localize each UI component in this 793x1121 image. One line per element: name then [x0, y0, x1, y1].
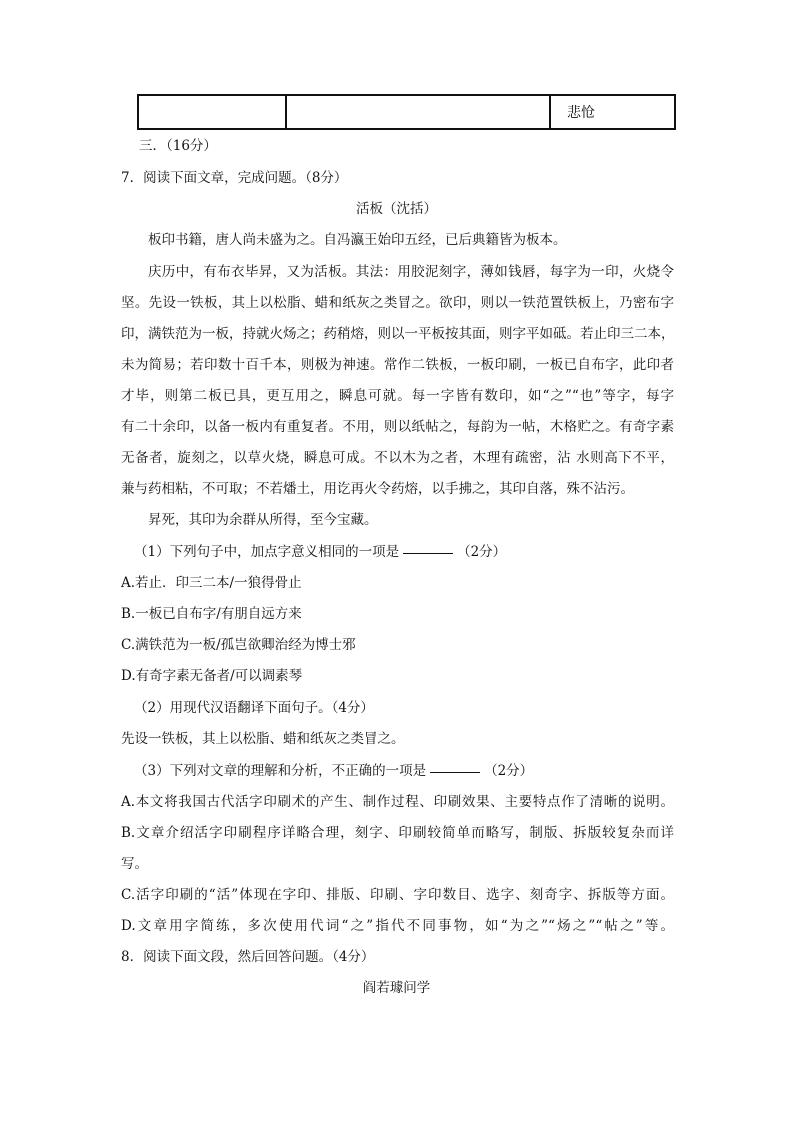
passage-line: 兼与药相粘，不可取；不若燔土，用讫再火令药熔，以手拂之，其印自落，殊不沾污。 [121, 481, 634, 497]
option-b-continued: 写。 [121, 856, 148, 872]
option-c: C.满铁范为一板/孤岂欲卿治经为博士邪 [121, 637, 356, 653]
question-7-prompt: 7．阅读下面文章，完成问题。（8分） [121, 170, 348, 186]
table-cell [138, 95, 286, 129]
option-a: A.本文将我国古代活字印刷术的产生、制作过程、印刷效果、主要特点作了清晰的说明。 [121, 794, 674, 810]
passage-line: 未为简易；若印数十百千本，则极为神速。常作二铁板，一板印刷，一板已自布字，此印者 [121, 357, 674, 373]
subquestion-2-prompt: （2）用现代汉语翻译下面句子。（4分） [134, 700, 374, 716]
subquestion-3-score: （2分） [484, 763, 534, 779]
question-8-prompt: 8．阅读下面文段，然后回答问题。（4分） [121, 949, 375, 965]
option-b: B.一板已自布字/有朋自远方来 [121, 606, 302, 622]
passage-paragraph: 昇死，其印为余群从所得，至今宝藏。 [148, 512, 378, 528]
answer-blank[interactable] [430, 772, 480, 773]
option-d: D.文章用字简练，多次使用代词“之”指代不同事物，如“为之”“炀之”“帖之”等。 [121, 918, 674, 934]
passage-paragraph: 庆历中，有布衣毕昇，又为活板。其法：用胶泥刻字，薄如钱唇，每字为一印，火烧令 [148, 264, 674, 280]
option-a: A.若止．印三二本/一狼得骨止 [121, 575, 302, 591]
passage-title: 阎若璩问学 [362, 980, 431, 996]
table-cell: 悲怆 [550, 95, 675, 129]
passage-title: 活板（沈括） [356, 201, 437, 217]
subquestion-3 [134, 761, 533, 781]
subquestion-2-sentence: 先设一铁板，其上以松脂、蜡和纸灰之类冒之。 [121, 731, 405, 747]
option-d: D.有奇字素无备者/可以调素琴 [121, 668, 303, 684]
option-c: C.活字印刷的“活”体现在字印、排版、印刷、字印数目、选字、刻奇字、拆版等方面。 [121, 887, 674, 903]
option-b: B.文章介绍活字印刷程序详略合理，刻字、印刷较简单而略写，制版、拆版较复杂而详 [121, 825, 674, 841]
subquestion-3-prompt: （3）下列对文章的理解和分析，不正确的一项是 [134, 763, 427, 779]
answer-blank[interactable] [403, 553, 453, 554]
subquestion-1-score: （2分） [457, 544, 507, 560]
section-heading: 三．（16分） [139, 138, 217, 154]
table-cell [286, 95, 550, 129]
passage-line: 印，满铁范为一板，持就火炀之；药稍熔，则以一平板按其面，则字平如砥。若止印三二本， [121, 326, 675, 342]
passage-paragraph: 板印书籍，唐人尚未盛为之。自冯瀛王始印五经，已后典籍皆为板本。 [148, 232, 567, 248]
passage-line: 才毕，则第二板已具，更互用之，瞬息可就。每一字皆有数印，如“之”“也”等字，每字 [121, 388, 674, 404]
subquestion-1-prompt: （1）下列句子中，加点字意义相同的一项是 [134, 544, 400, 560]
passage-line: 有二十余印，以备一板内有重复者。不用，则以纸帖之，每韵为一帖，木格贮之。有奇字素 [121, 419, 674, 435]
answer-table [137, 94, 676, 130]
passage-line: 无备者，旋刻之，以草火烧，瞬息可成。不以木为之者，木理有疏密，沾 水则高下不平， [121, 450, 674, 466]
subquestion-1 [134, 542, 506, 562]
passage-line: 坚。先设一铁板，其上以松脂、蜡和纸灰之类冒之。欲印，则以一铁范置铁板上，乃密布字 [121, 295, 674, 311]
